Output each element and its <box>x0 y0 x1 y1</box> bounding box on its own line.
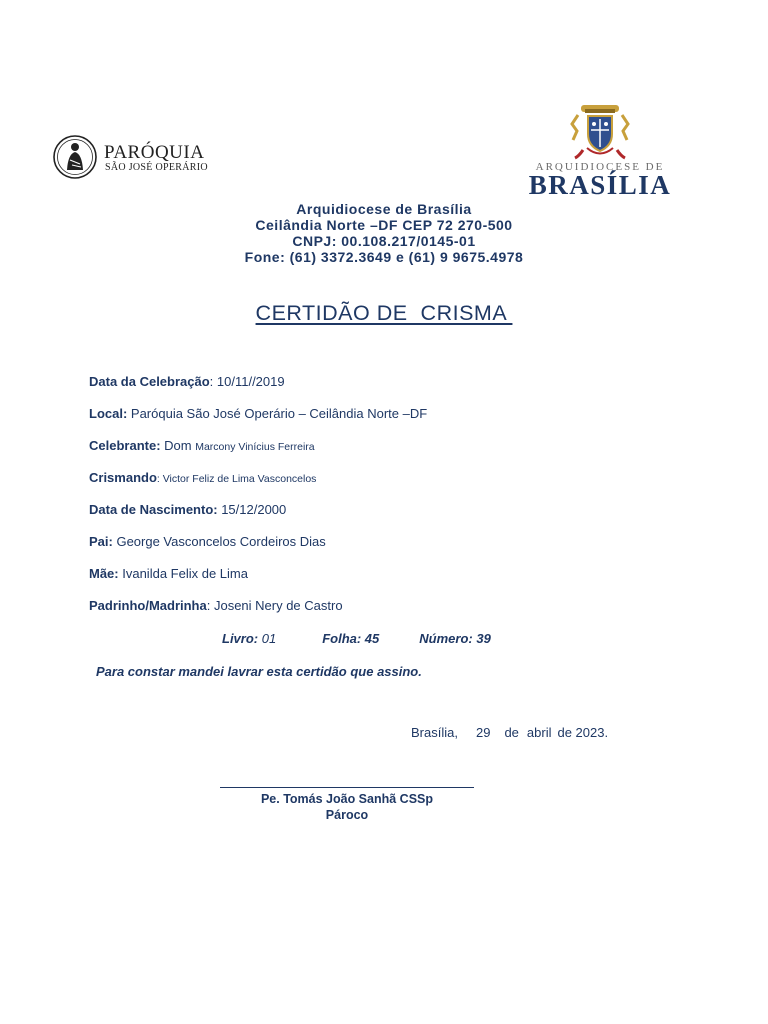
saint-joseph-seal-icon <box>52 134 98 180</box>
livro-value: 01 <box>258 631 277 646</box>
field-label: Mãe: <box>89 566 119 581</box>
field-value: Ivanilda Felix de Lima <box>118 566 248 581</box>
field-padrinho-madrinha <box>89 598 343 614</box>
field-data-nascimento <box>89 502 286 518</box>
parish-name: PARÓQUIA <box>104 142 205 163</box>
field-label: Data da Celebração <box>89 374 210 389</box>
field-label: Crismando <box>89 470 157 485</box>
field-value: 15/12/2000 <box>217 502 287 517</box>
field-label: Data de Nascimento: <box>89 502 218 517</box>
archdiocese-logo <box>505 104 695 200</box>
date-day: 29 <box>475 725 491 740</box>
parish-logo <box>52 134 212 182</box>
date-year: de 2023. <box>557 725 609 740</box>
signer-role: Pároco <box>325 808 369 822</box>
header-line-2: Ceilândia Norte –DF CEP 72 270-500 <box>255 217 513 233</box>
header-line-3: CNPJ: 00.108.217/0145-01 <box>292 233 476 249</box>
signature-line <box>220 787 474 788</box>
archdiocese-label: ARQUIDIOCESE DE <box>535 161 665 173</box>
field-label: Pai: <box>89 534 113 549</box>
parish-subtitle: SÃO JOSÉ OPERÁRIO <box>105 162 208 173</box>
header-line-4: Fone: (61) 3372.3649 e (61) 9 9675.4978 <box>244 249 524 265</box>
field-local <box>89 406 427 422</box>
signer-name: Pe. Tomás João Sanhã CSSp <box>260 792 434 806</box>
place-city: Brasília, <box>411 725 458 740</box>
place-date <box>411 725 616 740</box>
header-line-1: Arquidiocese de Brasília <box>296 201 472 217</box>
field-crismando <box>89 470 316 487</box>
numero-label: Número: 39 <box>419 631 491 646</box>
date-month: abril <box>526 725 552 740</box>
book-reference <box>222 631 491 646</box>
signature-block <box>220 791 474 823</box>
coat-of-arms-icon <box>567 104 633 160</box>
document-header <box>0 201 768 265</box>
field-value: : 10/11//2019 <box>209 374 285 389</box>
folha-label: Folha: 45 <box>322 631 380 646</box>
field-value: George Vasconcelos Cordeiros Dias <box>112 534 326 549</box>
archdiocese-name: BRASÍLIA <box>528 170 672 200</box>
field-value: Paróquia São José Operário – Ceilândia Norte –DF <box>127 406 428 421</box>
field-celebrante <box>89 438 315 455</box>
field-pai <box>89 534 326 550</box>
field-label: Local: <box>89 406 128 421</box>
field-value: Dom <box>160 438 196 453</box>
field-value: : Joseni Nery de Castro <box>206 598 343 613</box>
field-data-celebracao <box>89 374 285 390</box>
livro-label: Livro: <box>222 631 259 646</box>
field-label: Padrinho/Madrinha <box>89 598 207 613</box>
document-title <box>0 299 768 327</box>
field-value-small: Marcony Vinícius Ferreira <box>195 441 315 453</box>
field-label: Celebrante: <box>89 438 161 453</box>
title-text: CERTIDÃO DE CRISMA <box>255 301 513 325</box>
attestation-text: Para constar mandei lavrar esta certidão que assino. <box>96 664 422 679</box>
date-de: de <box>504 725 519 740</box>
field-mae <box>89 566 248 582</box>
field-value: : Victor Feliz de Lima Vasconcelos <box>156 473 317 485</box>
